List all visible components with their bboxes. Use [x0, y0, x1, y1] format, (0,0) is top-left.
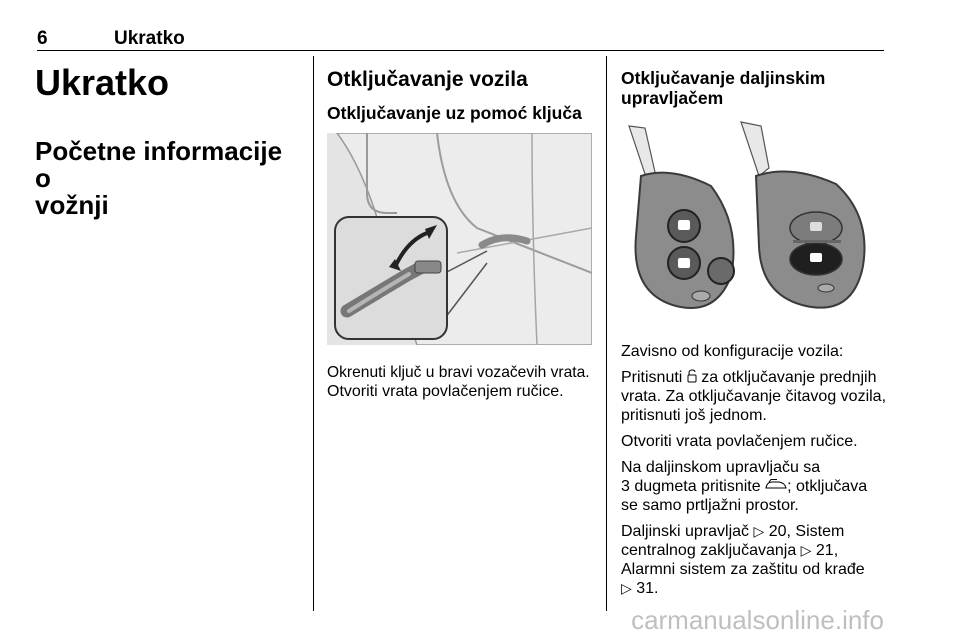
- remote-para-open: Otvoriti vrata povlačenjem ručice.: [621, 433, 858, 450]
- reference-link-alarm[interactable]: 31.: [636, 580, 659, 597]
- middle-column: [327, 56, 595, 401]
- instruction-turn-key: Okrenuti ključ u bravi vozačevih vrata.: [327, 364, 590, 381]
- section-title: Početne informacije o vožnji: [35, 136, 283, 220]
- chapter-title: Ukratko: [35, 62, 170, 103]
- page-number: 6: [37, 28, 48, 49]
- remote-key-illustration: [621, 116, 886, 328]
- watermark: carmanualsonline.info: [631, 605, 884, 635]
- reference-arrow-icon: ▷: [800, 542, 812, 558]
- running-title: Ukratko: [114, 28, 185, 49]
- reference-arrow-icon: ▷: [753, 523, 765, 539]
- remote-para-config: Zavisno od konfiguracije vozila:: [621, 343, 844, 360]
- column-divider-1: [313, 56, 314, 611]
- instruction-pull-handle: Otvoriti vrata povlačenjem ručice.: [327, 383, 564, 400]
- door-lock-illustration: [327, 133, 592, 345]
- key-unlock-subheading: Otključavanje uz pomoć ključa: [327, 103, 582, 123]
- remote-para-trunk: Na daljinskom upravljaču sa 3 dugmeta pritisnite ; otključava se samo prtljažni prostor.: [621, 459, 868, 514]
- page-header: [37, 28, 884, 51]
- remote-para-press: Pritisnuti za otključavanje prednjih vrata. Za otključavanje čitavog vozila, pritisnuti još jednom.: [621, 369, 887, 424]
- remote-unlock-heading: Otključavanje daljinskim upravljačem: [621, 68, 826, 108]
- column-divider-2: [606, 56, 607, 611]
- reference-link-central-locking[interactable]: 21,: [815, 542, 839, 559]
- unlock-heading: Otključavanje vozila: [327, 68, 528, 91]
- trunk-icon: [765, 477, 787, 489]
- reference-link-remote[interactable]: 20, Sistem: [768, 523, 845, 540]
- left-column: [35, 56, 305, 219]
- remote-para-references: Daljinski upravljač ▷ 20, Sistem centralnog zaključavanja ▷ 21, Alarmni sistem za zaštitu od krađe ▷ 31.: [621, 523, 865, 597]
- unlock-icon: [687, 369, 697, 382]
- right-column: [621, 56, 889, 598]
- reference-arrow-icon: ▷: [621, 580, 632, 596]
